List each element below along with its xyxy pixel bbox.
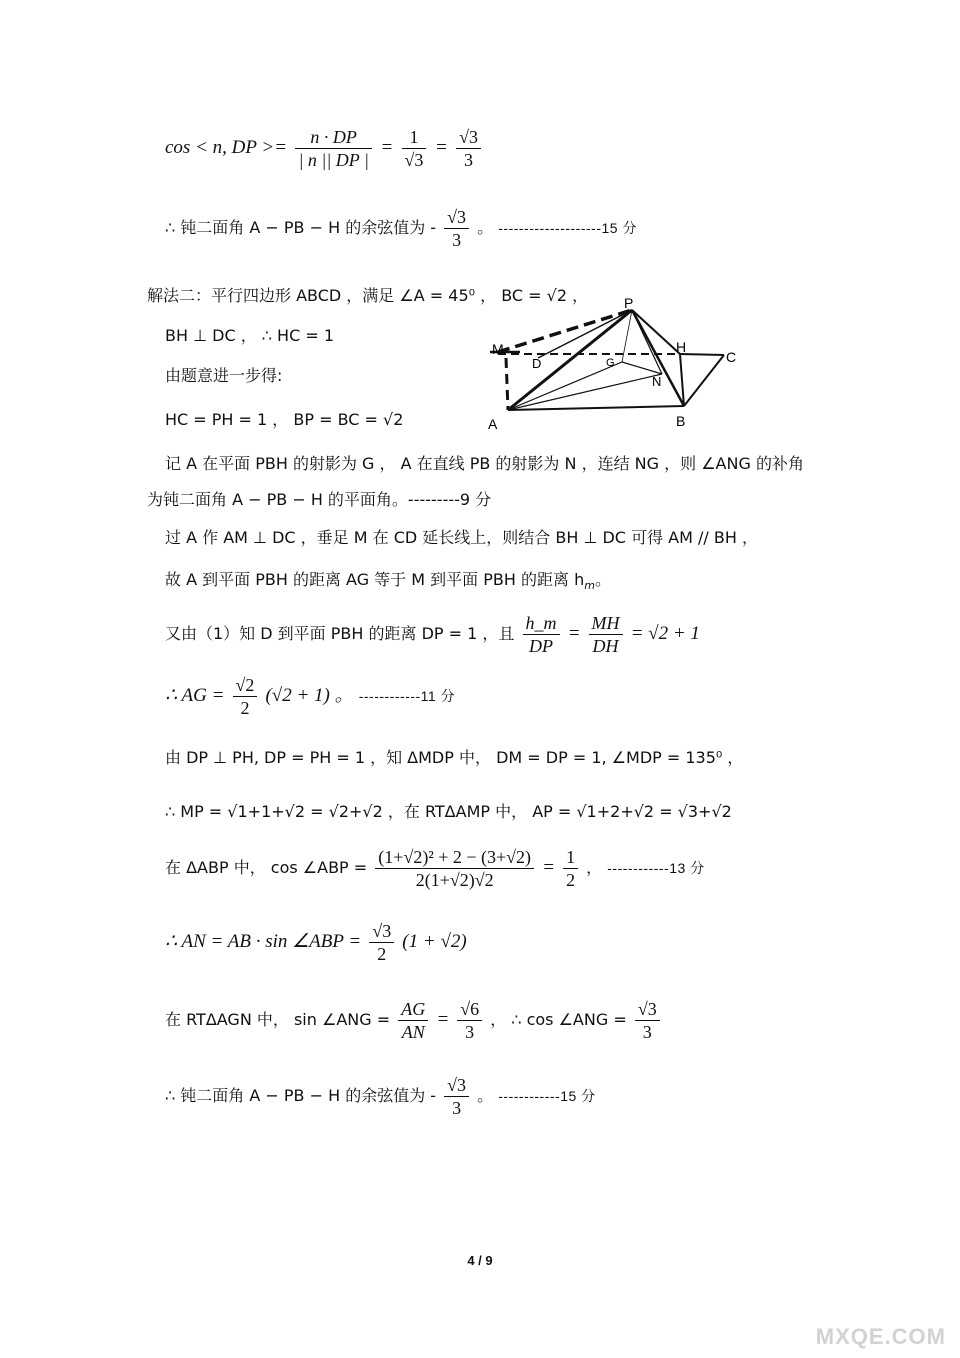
fraction-sqrt6-3: $\frac{√6}{3}$: [457, 1000, 482, 1041]
label-C: C: [726, 349, 737, 365]
label-N: N: [652, 374, 662, 389]
method2-line-10: ∴ AG = $\frac{√2}{2}$ (√2 + 1) 。 ------------11 分: [165, 675, 456, 718]
edge-GN: [622, 362, 662, 374]
label-B: B: [676, 413, 686, 429]
conclusion-line-1: ∴ 钝二面角 A − PB − H 的余弦值为 - $\frac{√3}{3}$ 。 --------------------15 分: [165, 207, 637, 250]
method2-line-7: 过 A 作 AM ⊥ DC ，垂足 M 在 CD 延长线上，则结合 BH ⊥ DC 可得 AM // BH ，: [165, 528, 758, 547]
edge-HC: [680, 354, 724, 355]
fraction-1-sqrt3: $\frac{1}{√3}$: [402, 128, 427, 169]
score-15-a: --------------------15 分: [498, 220, 637, 236]
method2-line-5: 记 A 在平面 PBH 的射影为 G ， A 在直线 PB 的射影为 N ，连结 NG ，则 ∠ANG 的补角: [165, 454, 804, 473]
method2-intro: 解法二：平行四边形 ABCD ，满足 ∠A = 45⁰ ， BC = √2 ，: [147, 286, 589, 305]
label-G: G: [606, 357, 615, 369]
page-number: 4 / 9: [467, 1253, 493, 1268]
fraction-1-2: $\frac{1}{2}$: [563, 848, 578, 889]
method2-line-6: 为钝二面角 A − PB − H 的平面角。---------9 分: [147, 490, 492, 509]
label-H: H: [676, 339, 687, 355]
method2-line-12: ∴ MP = √1+1+√2 = √2+√2 ，在 RTΔAMP 中， AP = √1+2+√2 = √3+√2: [165, 802, 732, 821]
watermark: MXQE.COM: [815, 1324, 946, 1349]
method2-line-8: 故 A 到平面 PBH 的距离 AG 等于 M 到平面 PBH 的距离 $h_m$。: [165, 570, 611, 593]
fraction-n-dp: $\frac{n \cdot DP}{| n || DP |}$: [295, 128, 371, 169]
fraction-cos-abp: $\frac{\text{(1+√2)² + 2 − (3+√2)}}{2(1+√2)√2}$: [375, 848, 534, 889]
score-15-b: ------------15 分: [498, 1088, 596, 1104]
method2-line-9: 又由（1）知 D 到平面 PBH 的距离 DP = 1 ，且 $\frac{h\_m}{DP}$ = $\frac{MH}{DH}$ = √2 + 1: [165, 613, 700, 656]
label-A: A: [488, 416, 498, 432]
fraction-sqrt2-2: $\frac{√2}{2}$: [233, 676, 258, 717]
score-13: ------------13 分: [607, 860, 705, 876]
label-D: D: [532, 356, 542, 371]
method2-line-16: ∴ 钝二面角 A − PB − H 的余弦值为 - $\frac{√3}{3}$ 。 ------------15 分: [165, 1075, 596, 1118]
method2-line-3: 由题意进一步得:: [165, 366, 283, 385]
equation-cos-n-dp: cos < n, DP >= $\frac{n \cdot DP}{| n || DP |}$ = $\frac{1}{√3}$ = $\frac{√3}{3}$: [165, 128, 484, 169]
score-11: ------------11 分: [358, 688, 456, 704]
method2-line-11: 由 DP ⊥ PH, DP = PH = 1 ，知 ΔMDP 中， DM = DP = 1, ∠MDP = 135⁰ ，: [165, 748, 744, 767]
fraction-ag-an: $\frac{AG}{AN}$: [398, 1000, 428, 1041]
method2-line-15: 在 RTΔAGN 中， sin ∠ANG = $\frac{AG}{AN}$ = $\frac{√6}{3}$ ， ∴ cos ∠ANG = $\frac{√3}{3}$: [165, 1000, 663, 1041]
fraction-mh-dh: $\frac{MH}{DH}$: [589, 614, 623, 655]
method2-line-14: ∴ AN = AB · sin ∠ABP = $\frac{√3}{2}$ (1 + √2): [165, 921, 467, 964]
fraction-hm-dp: $\frac{h\_m}{DP}$: [523, 614, 560, 655]
geometry-figure: [480, 292, 760, 442]
method2-line-4: HC = PH = 1 ， BP = BC = √2: [165, 410, 404, 429]
edge-MP: [498, 310, 632, 352]
edge-BC: [684, 355, 724, 406]
fraction-conclusion-2: $\frac{√3}{3}$: [444, 1076, 469, 1117]
edge-PH: [632, 310, 680, 354]
label-M: M: [492, 341, 504, 357]
method2-line-13: 在 ΔABP 中， cos ∠ABP = $\frac{\text{(1+√2)² + 2 − (3+√2)}}{2(1+√2)√2}$ = $\frac{1}{2}$ ， ------------13 分: [165, 847, 705, 890]
edge-PB: [632, 310, 687, 406]
label-P: P: [624, 295, 634, 311]
cos-lhs: cos < n, DP >=: [165, 137, 288, 158]
edge-AG: [508, 362, 622, 410]
edge-AB: [508, 406, 684, 410]
fraction-conclusion-1: $\frac{√3}{3}$: [444, 208, 469, 249]
fraction-cos-ang: $\frac{√3}{3}$: [635, 1000, 660, 1041]
fraction-sqrt3-3: $\frac{√3}{3}$: [456, 128, 481, 169]
fraction-sqrt3-2: $\frac{√3}{2}$: [369, 922, 394, 963]
edge-PN: [632, 310, 662, 374]
edge-MA: [506, 358, 508, 410]
method2-line-2: BH ⊥ DC ， ∴ HC = 1: [165, 326, 335, 345]
